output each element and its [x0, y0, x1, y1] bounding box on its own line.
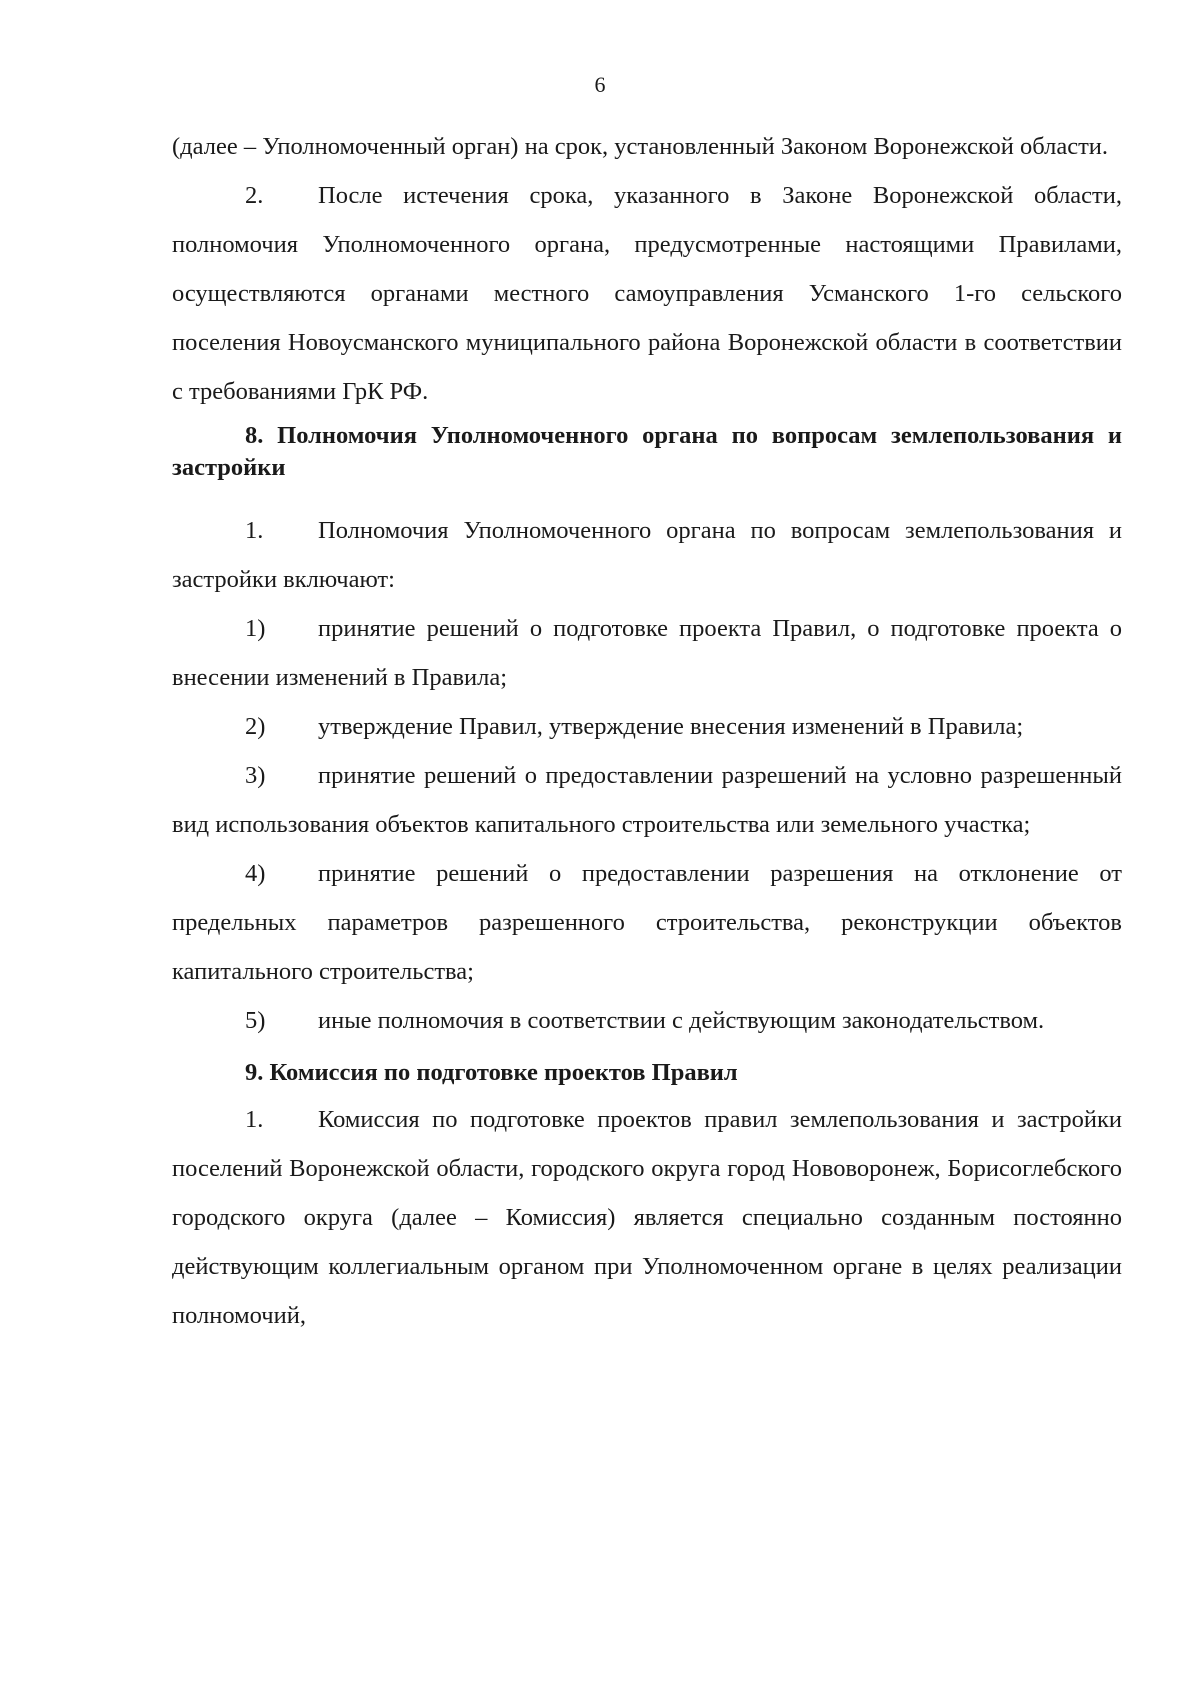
list-item-number: 5) [245, 1007, 266, 1034]
paragraph-text: Комиссия по подготовке проектов правил землепользования и застройки поселений Воронежской области, городского округа город Нововоронеж, Борисоглебского городского округа (далее – Комиссия) является специально созданным постоянно действующим коллегиальным органом при Уполномоченном органе в целях реализации полномочий, [172, 1106, 1122, 1329]
list-item-number: 1) [245, 615, 266, 642]
list-item-number: 4) [245, 860, 266, 887]
list-item-number: 2) [245, 713, 266, 740]
paragraph-number: 1. [245, 517, 264, 544]
paragraph-number: 1. [245, 1106, 264, 1133]
document-body [172, 122, 1122, 1340]
list-item-text: иные полномочия в соответствии с действующим законодательством. [318, 1007, 1045, 1034]
list-item-1 [172, 604, 1122, 702]
paragraph-item-1 [172, 506, 1122, 604]
list-item-text: принятие решений о предоставлении разрешений на условно разрешенный вид использования объектов капитального строительства или земельного участка; [172, 762, 1122, 838]
paragraph-commission [172, 1095, 1122, 1340]
paragraph-item-2 [172, 171, 1122, 416]
list-item-2 [172, 702, 1122, 751]
paragraph-text: После истечения срока, указанного в Законе Воронежской области, полномочия Уполномоченного органа, предусмотренные настоящими Правилами, осуществляются органами местного самоуправления Усманского 1-го сельского поселения Новоусманского муниципального района Воронежской области в соответствии с требованиями ГрК РФ. [172, 182, 1122, 405]
list-item-text: принятие решений о подготовке проекта Правил, о подготовке проекта о внесении изменений в Правила; [172, 615, 1122, 691]
section-heading-9: 9. Комиссия по подготовке проектов Правил [245, 1059, 738, 1086]
paragraph-number: 2. [245, 182, 264, 209]
section-heading-8: 8. Полномочия Уполномоченного органа по вопросам землепользования и застройки [172, 422, 1122, 481]
list-item-text: утверждение Правил, утверждение внесения изменений в Правила; [318, 713, 1024, 740]
paragraph-continuation: (далее – Уполномоченный орган) на срок, установленный Законом Воронежской области. [172, 133, 1109, 160]
list-item-text: принятие решений о предоставлении разрешения на отклонение от предельных параметров разрешенного строительства, реконструкции объектов капитального строительства; [172, 860, 1122, 985]
list-item-3 [172, 751, 1122, 849]
list-item-5 [172, 996, 1122, 1045]
page-number: 6 [594, 72, 606, 97]
list-item-number: 3) [245, 762, 266, 789]
paragraph-text: Полномочия Уполномоченного органа по вопросам землепользования и застройки включают: [172, 517, 1122, 593]
list-item-4 [172, 849, 1122, 996]
